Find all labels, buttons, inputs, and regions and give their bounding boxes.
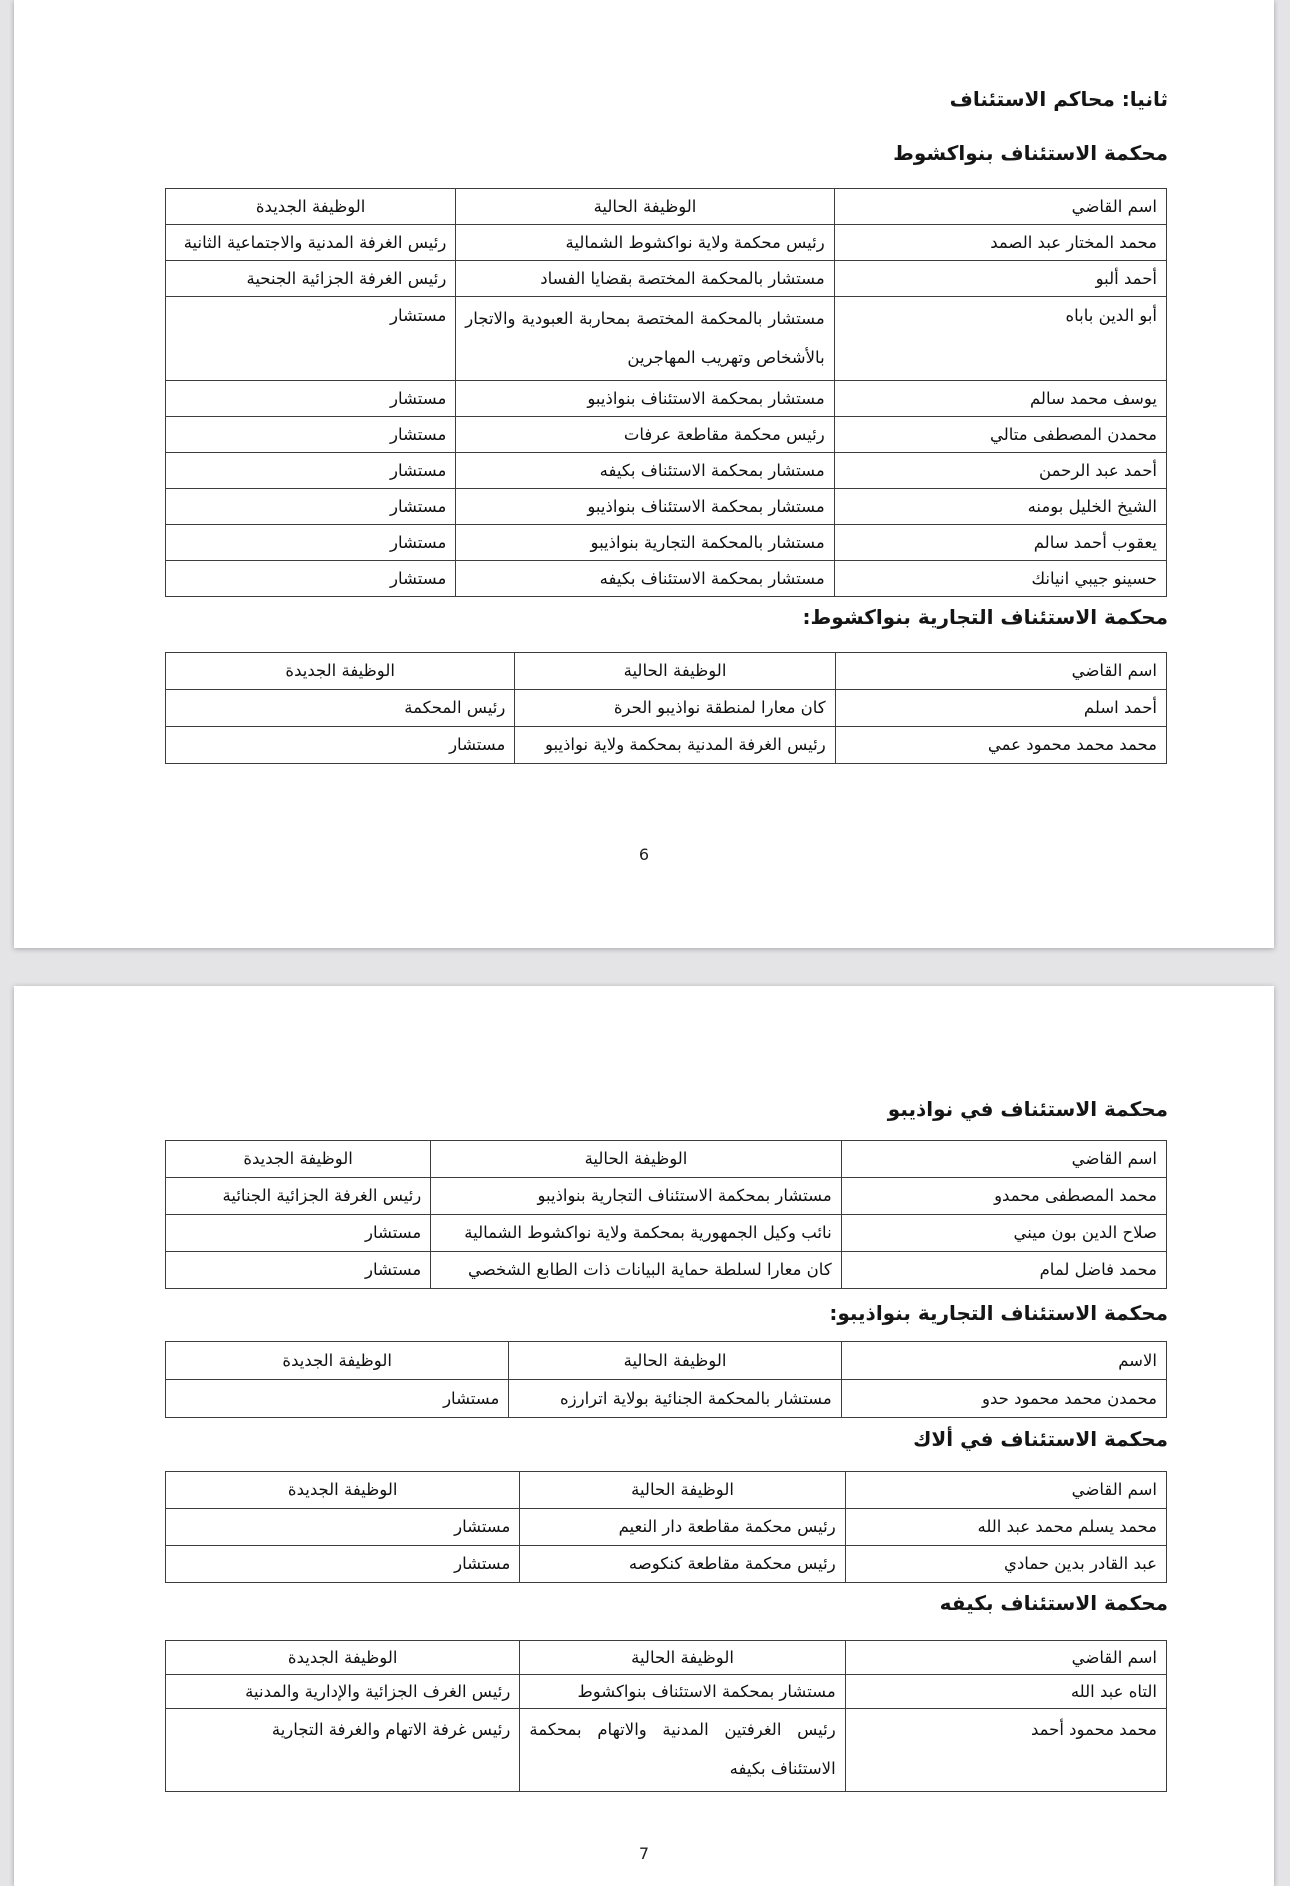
current-position-cell: رئيس محكمة ولاية نواكشوط الشمالية: [456, 225, 834, 261]
table-header-row: [166, 653, 1167, 690]
new-position-cell: مستشار: [166, 1252, 431, 1289]
current-position-cell: رئيس محكمة مقاطعة دار النعيم: [520, 1509, 845, 1546]
table-row: [166, 489, 1167, 525]
table-header-row: [166, 1342, 1167, 1380]
judge-name-cell: محمدن المصطفى متالي: [834, 417, 1166, 453]
current-position-cell: رئيس محكمة مقاطعة كنكوصه: [520, 1546, 845, 1583]
judge-name-cell: محمد فاضل لمام: [841, 1252, 1166, 1289]
current-position-cell: مستشار بالمحكمة المختصة بقضايا الفساد: [456, 261, 834, 297]
judge-name-header: اسم القاضي: [845, 1641, 1166, 1675]
current-position-header: الوظيفة الحالية: [520, 1641, 845, 1675]
judge-name-cell: محمد محمد محمود عمي: [835, 727, 1166, 764]
appeal-court-nouakchott-table: [165, 188, 1167, 597]
judge-name-cell: التاه عبد الله: [845, 1675, 1166, 1709]
current-position-cell: مستشار بالمحكمة المختصة بمحاربة العبودية والاتجار بالأشخاص وتهريب المهاجرين: [456, 297, 834, 381]
table-row: [166, 1380, 1167, 1418]
new-position-header: الوظيفة الجديدة: [166, 1472, 520, 1509]
appeal-court-nouadhibou-table: [165, 1140, 1167, 1289]
section-title: ثانيا: محاكم الاستئناف: [949, 87, 1168, 111]
judge-name-cell: محمد المختار عبد الصمد: [834, 225, 1166, 261]
table-row: [166, 453, 1167, 489]
current-position-header: الوظيفة الحالية: [431, 1141, 841, 1178]
table-row: [166, 225, 1167, 261]
new-position-cell: رئيس الغرفة الجزائية الجنحية: [166, 261, 456, 297]
judge-name-cell: أحمد اسلم: [835, 690, 1166, 727]
current-position-header: الوظيفة الحالية: [515, 653, 835, 690]
new-position-header: الوظيفة الجديدة: [166, 1141, 431, 1178]
court-heading-nouakchott: محكمة الاستئناف بنواكشوط: [893, 141, 1168, 165]
table-row: [166, 525, 1167, 561]
current-position-cell: مستشار بمحكمة الاستئناف بنواذيبو: [456, 381, 834, 417]
new-position-cell: مستشار: [166, 417, 456, 453]
table-header-row: [166, 189, 1167, 225]
judge-name-cell: حسينو جيبي انيانك: [834, 561, 1166, 597]
judge-name-cell: محمد يسلم محمد عبد الله: [845, 1509, 1166, 1546]
court-heading-aleg: محكمة الاستئناف في ألاك: [913, 1427, 1168, 1451]
current-position-cell: رئيس الغرفة المدنية بمحكمة ولاية نواذيبو: [515, 727, 835, 764]
judge-name-cell: الشيخ الخليل بومنه: [834, 489, 1166, 525]
new-position-cell: مستشار: [166, 727, 515, 764]
new-position-cell: رئيس المحكمة: [166, 690, 515, 727]
judge-name-cell: أحمد عبد الرحمن: [834, 453, 1166, 489]
new-position-cell: مستشار: [166, 1215, 431, 1252]
table-header-row: [166, 1472, 1167, 1509]
table-header-row: [166, 1641, 1167, 1675]
table-row: [166, 417, 1167, 453]
court-heading-commercial-nouadhibou: محكمة الاستئناف التجارية بنواذيبو:: [829, 1301, 1168, 1325]
current-position-cell: رئيس الغرفتين المدنية والاتهام بمحكمة الاستئناف بكيفه: [520, 1709, 845, 1792]
new-position-cell: مستشار: [166, 525, 456, 561]
new-position-cell: مستشار: [166, 1380, 509, 1418]
judge-name-cell: يوسف محمد سالم: [834, 381, 1166, 417]
court-heading-nouadhibou: محكمة الاستئناف في نواذيبو: [887, 1097, 1168, 1121]
judge-name-header: الاسم: [841, 1342, 1166, 1380]
table-row: [166, 1252, 1167, 1289]
current-position-cell: مستشار بمحكمة الاستئناف بنواكشوط: [520, 1675, 845, 1709]
new-position-cell: مستشار: [166, 381, 456, 417]
new-position-cell: رئيس الغرف الجزائية والإدارية والمدنية: [166, 1675, 520, 1709]
table-row: [166, 1509, 1167, 1546]
current-position-cell: مستشار بمحكمة الاستئناف التجارية بنواذيبو: [431, 1178, 841, 1215]
appeal-court-kiffa-table: [165, 1640, 1167, 1792]
court-heading-kiffa: محكمة الاستئناف بكيفه: [939, 1591, 1168, 1615]
page-number: 7: [638, 1844, 650, 1863]
commercial-appeal-court-nouakchott-table: [165, 652, 1167, 764]
judge-name-cell: صلاح الدين بون ميني: [841, 1215, 1166, 1252]
page-number: 6: [638, 845, 650, 864]
new-position-cell: مستشار: [166, 297, 456, 381]
current-position-cell: كان معارا لمنطقة نواذيبو الحرة: [515, 690, 835, 727]
judge-name-header: اسم القاضي: [835, 653, 1166, 690]
current-position-header: الوظيفة الحالية: [520, 1472, 845, 1509]
commercial-appeal-court-nouadhibou-table: [165, 1341, 1167, 1418]
table-row: [166, 1546, 1167, 1583]
new-position-cell: مستشار: [166, 561, 456, 597]
new-position-cell: مستشار: [166, 453, 456, 489]
new-position-cell: رئيس غرفة الاتهام والغرفة التجارية: [166, 1709, 520, 1792]
current-position-header: الوظيفة الحالية: [509, 1342, 841, 1380]
new-position-header: الوظيفة الجديدة: [166, 1641, 520, 1675]
table-row: [166, 261, 1167, 297]
table-row: [166, 561, 1167, 597]
table-row: [166, 727, 1167, 764]
current-position-header: الوظيفة الحالية: [456, 189, 834, 225]
judge-name-header: اسم القاضي: [845, 1472, 1166, 1509]
judge-name-cell: محمد المصطفى محمدو: [841, 1178, 1166, 1215]
current-position-cell: كان معارا لسلطة حماية البيانات ذات الطابع الشخصي: [431, 1252, 841, 1289]
current-position-cell: مستشار بمحكمة الاستئناف بنواذيبو: [456, 489, 834, 525]
table-row: [166, 381, 1167, 417]
new-position-cell: رئيس الغرفة المدنية والاجتماعية الثانية: [166, 225, 456, 261]
new-position-cell: مستشار: [166, 1546, 520, 1583]
new-position-cell: مستشار: [166, 1509, 520, 1546]
appeal-court-aleg-table: [165, 1471, 1167, 1583]
new-position-cell: مستشار: [166, 489, 456, 525]
court-heading-commercial-nouakchott: محكمة الاستئناف التجارية بنواكشوط:: [802, 605, 1168, 629]
judge-name-header: اسم القاضي: [841, 1141, 1166, 1178]
new-position-cell: رئيس الغرفة الجزائية الجنائية: [166, 1178, 431, 1215]
current-position-cell: مستشار بالمحكمة الجنائية بولاية اترارزه: [509, 1380, 841, 1418]
document-page-7: [14, 986, 1274, 1886]
current-position-cell: مستشار بمحكمة الاستئناف بكيفه: [456, 453, 834, 489]
table-row: [166, 1215, 1167, 1252]
current-position-cell: مستشار بالمحكمة التجارية بنواذيبو: [456, 525, 834, 561]
current-position-cell: نائب وكيل الجمهورية بمحكمة ولاية نواكشوط الشمالية: [431, 1215, 841, 1252]
judge-name-cell: أبو الدين باباه: [834, 297, 1166, 381]
current-position-cell: رئيس محكمة مقاطعة عرفات: [456, 417, 834, 453]
judge-name-cell: محمدن محمد محمود حدو: [841, 1380, 1166, 1418]
table-row: [166, 1675, 1167, 1709]
judge-name-cell: أحمد ألبو: [834, 261, 1166, 297]
new-position-header: الوظيفة الجديدة: [166, 189, 456, 225]
judge-name-cell: عبد القادر بدين حمادي: [845, 1546, 1166, 1583]
document-page-6: [14, 0, 1274, 948]
table-row: [166, 690, 1167, 727]
table-row: [166, 1178, 1167, 1215]
new-position-header: الوظيفة الجديدة: [166, 653, 515, 690]
new-position-header: الوظيفة الجديدة: [166, 1342, 509, 1380]
current-position-cell: مستشار بمحكمة الاستئناف بكيفه: [456, 561, 834, 597]
table-row: [166, 297, 1167, 381]
judge-name-header: اسم القاضي: [834, 189, 1166, 225]
judge-name-cell: محمد محمود أحمد: [845, 1709, 1166, 1792]
judge-name-cell: يعقوب أحمد سالم: [834, 525, 1166, 561]
table-header-row: [166, 1141, 1167, 1178]
table-row: [166, 1709, 1167, 1792]
